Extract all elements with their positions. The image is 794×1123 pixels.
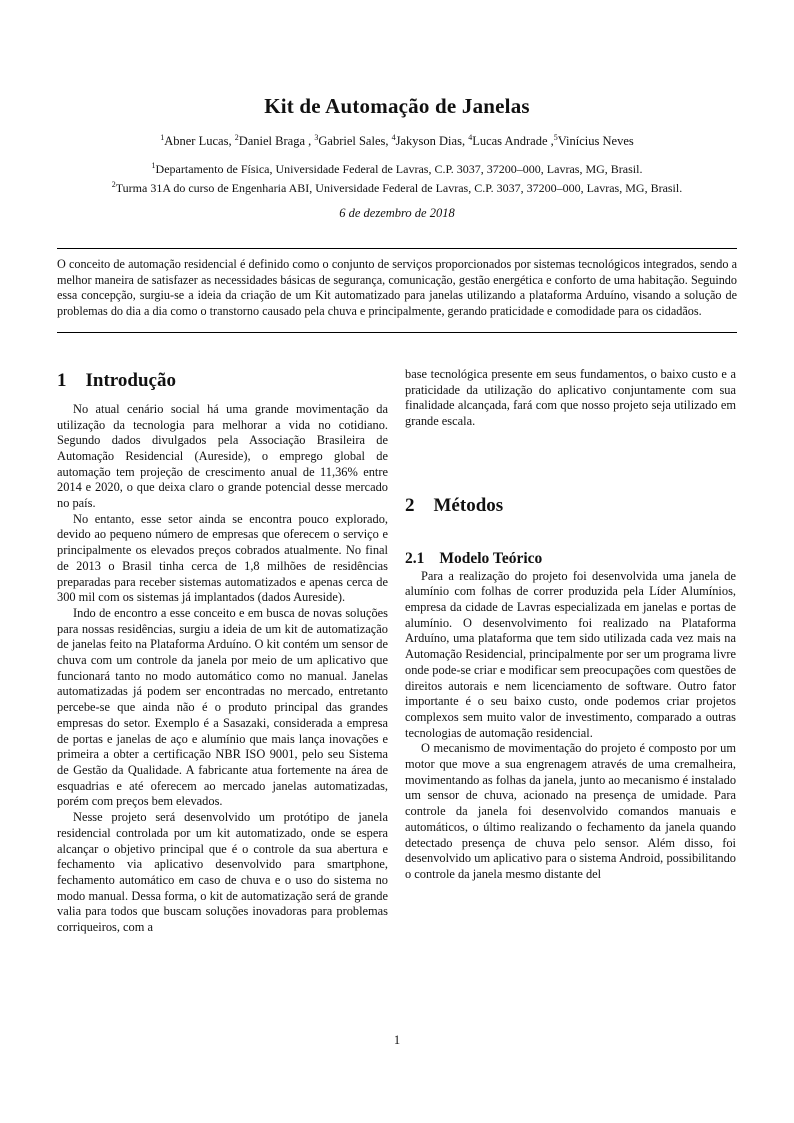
right-column bbox=[405, 367, 736, 936]
body-paragraph: Para a realização do projeto foi desenvolvida uma janela de alumínio com folhas de correr produzida pela Líder Alumínios, empresa da cidade de Lavras especializada em janelas e portas de alumínio. O desenvolvimento foi realizado na Plataforma Arduíno, uma plataforma que tem sido utilizada cada vez mais na Automação Residencial, principalmente por ser um programa livre onde pode-se criar e modificar sem preocupações com questões de direitos autorais e nem licenciamento de software. Outro fator importante é o seu baixo custo, onde podemos criar projetos complexos sem muito valor de investimento, comparado a outras tecnologias de automação residencial. bbox=[405, 568, 736, 740]
subsection-number: 2.1 bbox=[405, 549, 425, 567]
author-name: Jakyson Dias, bbox=[395, 134, 466, 148]
body-paragraph: Indo de encontro a esse conceito e em busca de novas soluções para nossas residências, surgiu a ideia de um kit de automatização de janelas feito na Plataforma Arduíno. O kit contém um sensor de chuva com um controle da janela por meio de um aplicativo que funcionará tanto no modo automático como no manual. Janelas automatizadas já podem ser encontradas no mercado, entretanto percebe-se que ainda não é o produto principal das grandes empresas do setor. Exemplo é a Sasazaki, considerada a empresa de portas e janelas de aço e alumínio que mais lança inovações e primeira a obter a certificação NBR ISO 9001, pelo seu Sistema de Gestão da Qualidade. A fabricante atua fortemente na área de esquadrias e até oferecem ao mercado janelas automatizadas, porém com preços bem elevados. bbox=[57, 605, 388, 809]
two-column-body bbox=[57, 367, 737, 936]
author bbox=[392, 134, 465, 148]
author-name: Vinícius Neves bbox=[557, 134, 634, 148]
author bbox=[235, 134, 312, 148]
section-heading-introducao bbox=[57, 369, 388, 393]
author bbox=[554, 134, 634, 148]
authors-line bbox=[57, 133, 737, 149]
author-affiliation-mark: 3 bbox=[314, 132, 319, 142]
page-number: 1 bbox=[393, 1033, 401, 1047]
author bbox=[160, 134, 231, 148]
section-title: Introdução bbox=[85, 369, 176, 391]
section-heading-metodos bbox=[405, 494, 736, 518]
author-name: Abner Lucas, bbox=[164, 134, 232, 148]
left-column bbox=[57, 367, 388, 936]
author-affiliation-mark: 4 bbox=[468, 132, 473, 142]
author-name: Gabriel Sales, bbox=[318, 134, 389, 148]
author-name: Lucas Andrade , bbox=[472, 134, 554, 148]
author-affiliation-mark: 1 bbox=[160, 132, 165, 142]
affiliation-text: Turma 31A do curso de Engenharia ABI, Universidade Federal de Lavras, C.P. 3037, 37200–000, Lavras, MG, Brasil. bbox=[115, 181, 683, 195]
abstract-block bbox=[57, 248, 737, 333]
body-paragraph: No atual cenário social há uma grande movimentação da utilização da tecnologia para melhorar a vida no cotidiano. Segundo dados divulgados pela Associação Brasileira de Automação Residencial (Aureside), o emprego global de automação tem projeção de crescimento anual de 11,36% entre 2014 e 2020, o que deixa claro o grande potencial desse mercado no país. bbox=[57, 401, 388, 511]
subsection-title: Modelo Teórico bbox=[439, 549, 543, 567]
body-paragraph: Nesse projeto será desenvolvido um protótipo de janela residencial controlada por um kit automatizado, onde se espera alcançar o objetivo principal que é o controle da sua abertura e fechamento via aplicativo desenvolvido para smartphone, fechamento automático em caso de chuva e o uso do sistema no modo manual. Dessa forma, o kit de automatização será de grande valia para todos que buscam soluções inovadoras para problemas corriqueiros, com a bbox=[57, 810, 388, 935]
author-name: Daniel Braga , bbox=[238, 134, 312, 148]
author-affiliation-mark: 4 bbox=[391, 132, 396, 142]
body-paragraph-continuation: base tecnológica presente em seus fundamentos, o baixo custo e a praticidade da utilização do aplicativo conjuntamente com sua finalidade alcançada, fará com que nosso projeto seja utilizado em grande escala. bbox=[405, 366, 736, 428]
body-paragraph: O mecanismo de movimentação do projeto é composto por um motor que move a sua engrenagem através de uma cremalheira, movimentando as folhas da janela, junto ao mecanismo é instalado um sensor de chuva, acionado na presença de umidade. Para controle da janela foi desenvolvido comandos manuais e automáticos, o último realizando o fechamento da janela quando detectado presença de chuva pelo sensor. Além disso, foi desenvolvido um aplicativo para o sistema Android, possibilitando o controle da janela mesmo distante del bbox=[405, 741, 737, 881]
affiliation-mark: 2 bbox=[111, 180, 116, 189]
author-affiliation-mark: 2 bbox=[234, 132, 239, 142]
affiliation bbox=[57, 179, 737, 198]
author bbox=[468, 134, 554, 148]
affiliations-block bbox=[57, 160, 737, 198]
affiliation-text: Departamento de Física, Universidade Federal de Lavras, C.P. 3037, 37200–000, Lavras, MG, Brasil. bbox=[155, 162, 643, 176]
affiliation bbox=[57, 160, 737, 179]
subsection-heading-modelo-teorico bbox=[405, 549, 736, 569]
paper-title: Kit de Automação de Janelas bbox=[264, 94, 530, 118]
author-affiliation-mark: 5 bbox=[553, 132, 558, 142]
body-paragraph: No entanto, esse setor ainda se encontra pouco explorado, devido ao pequeno número de empresas que oferecem o serviço e principalmente os elevados preços cobrados atualmente. No final de 2013 o Brasil tinha cerca de 1,8 milhões de residências preparadas para receber sistemas automatizados e apenas cerca de 300 mil com os sistemas já implantados (dados Aureside). bbox=[57, 511, 388, 605]
affiliation-mark: 1 bbox=[151, 161, 156, 170]
section-title: Métodos bbox=[433, 494, 504, 516]
publication-date: 6 de dezembro de 2018 bbox=[339, 206, 455, 220]
section-number: 2 bbox=[405, 494, 415, 516]
abstract-text: O conceito de automação residencial é definido como o conjunto de serviços proporcionados por sistemas tecnológicos integrados, sendo a melhor maneira de satisfazer as necessidades básicas de segurança, comunicação, gestão energética e conforto de uma habitação. Seguindo essa concepção, surgiu-se a ideia da criação de um Kit automatizado para janelas utilizando a plataforma Arduíno, visando a solução de problemas do dia a dia como o transtorno causado pela chuva e principalmente, gerando praticidade e comodidade para os cidadãos. bbox=[57, 257, 737, 319]
section-number: 1 bbox=[57, 369, 67, 391]
author bbox=[314, 134, 388, 148]
